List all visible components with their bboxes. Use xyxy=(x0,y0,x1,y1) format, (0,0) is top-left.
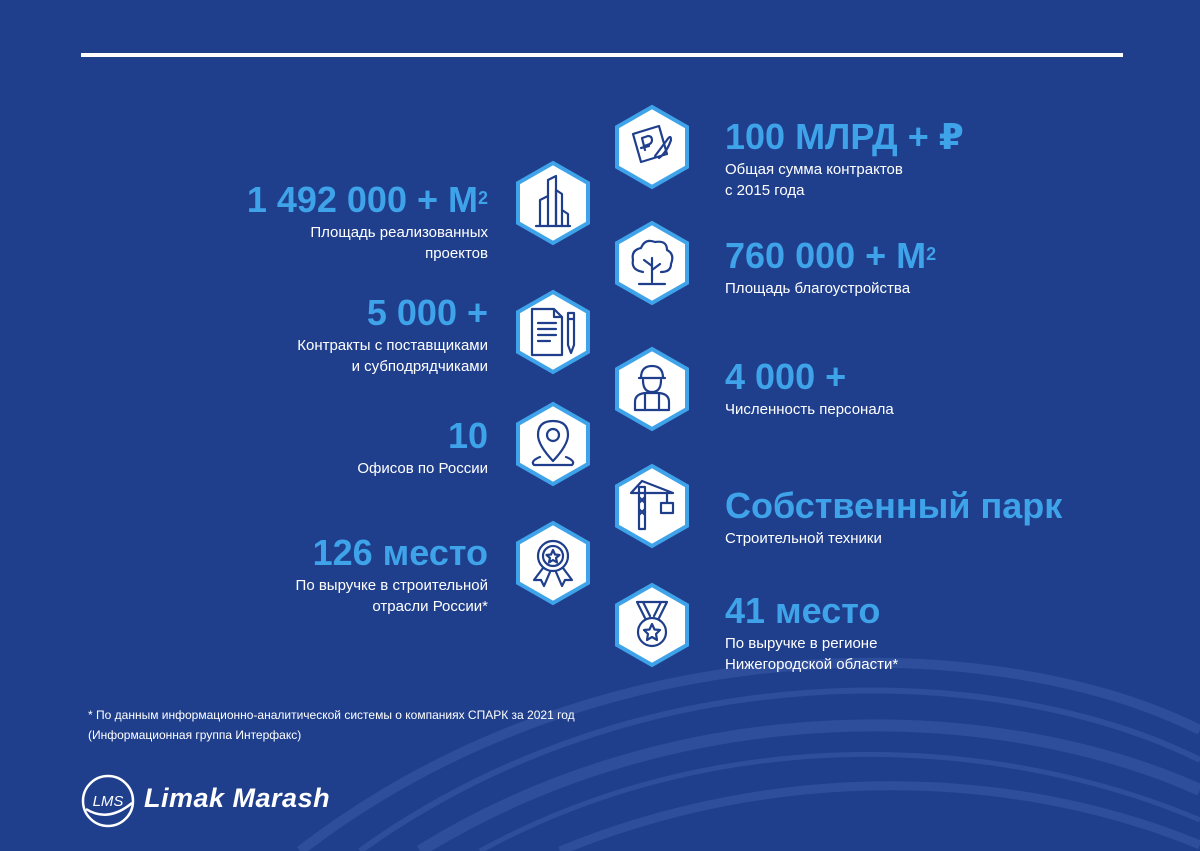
stat-caption: Численность персонала xyxy=(725,401,894,418)
logo-name: Limak Marash xyxy=(144,783,331,813)
stat-contract-sum xyxy=(725,118,964,201)
tree-icon xyxy=(609,220,695,306)
stat-value: Собственный парк xyxy=(725,485,1063,526)
stat-russia-rank xyxy=(296,534,488,617)
document-pen-icon xyxy=(510,289,596,375)
stat-value: 760 $000 + М^2$ xyxy=(725,235,937,276)
svg-text:LMS: LMS xyxy=(92,793,124,810)
ruble-document-icon xyxy=(609,104,695,190)
stat-value: 1 492 $000 + М^2$ xyxy=(246,179,488,220)
top-divider-line xyxy=(81,53,1123,57)
stat-value: 126 место xyxy=(312,532,488,573)
crane-icon xyxy=(609,463,695,549)
stat-offices xyxy=(357,417,488,479)
footnote: * По данным информационно-аналитической системы о компаниях СПАРК за 2021 год (Информационная группа Интерфакс) xyxy=(88,708,575,742)
map-pin-icon xyxy=(510,401,596,487)
stat-equipment-fleet xyxy=(725,487,1062,549)
stat-caption: Офисов по России xyxy=(357,460,488,477)
stat-region-rank xyxy=(725,592,898,675)
stat-caption: Общая сумма контрактов с 2015 года xyxy=(725,161,903,199)
stat-value: 10 xyxy=(447,415,488,456)
stat-caption: Строительной техники xyxy=(725,530,882,547)
stat-value: 41 место xyxy=(725,590,881,631)
stat-landscaping-area xyxy=(725,237,936,299)
medal-icon xyxy=(609,582,695,668)
skyscraper-icon xyxy=(510,160,596,246)
worker-icon xyxy=(609,346,695,432)
stat-caption: Площадь реализованных проектов xyxy=(310,224,488,262)
stat-caption: Контракты с поставщиками и субподрядчиками xyxy=(297,337,488,375)
logo-mark-icon xyxy=(80,773,136,829)
stat-contracts xyxy=(297,294,488,377)
stat-value: 4 000 + xyxy=(725,356,847,397)
stat-caption: По выручке в строительной отрасли России* xyxy=(295,577,488,615)
stat-project-area xyxy=(247,181,488,264)
stat-caption: По выручке в регионе Нижегородской области* xyxy=(725,635,899,673)
award-ribbon-icon xyxy=(510,520,596,606)
stat-value: 100 МЛРД + ₽ xyxy=(725,116,964,157)
stat-caption: Площадь благоустройства xyxy=(725,280,911,297)
stat-value: 5 000 + xyxy=(366,292,488,333)
stat-staff xyxy=(725,358,894,420)
